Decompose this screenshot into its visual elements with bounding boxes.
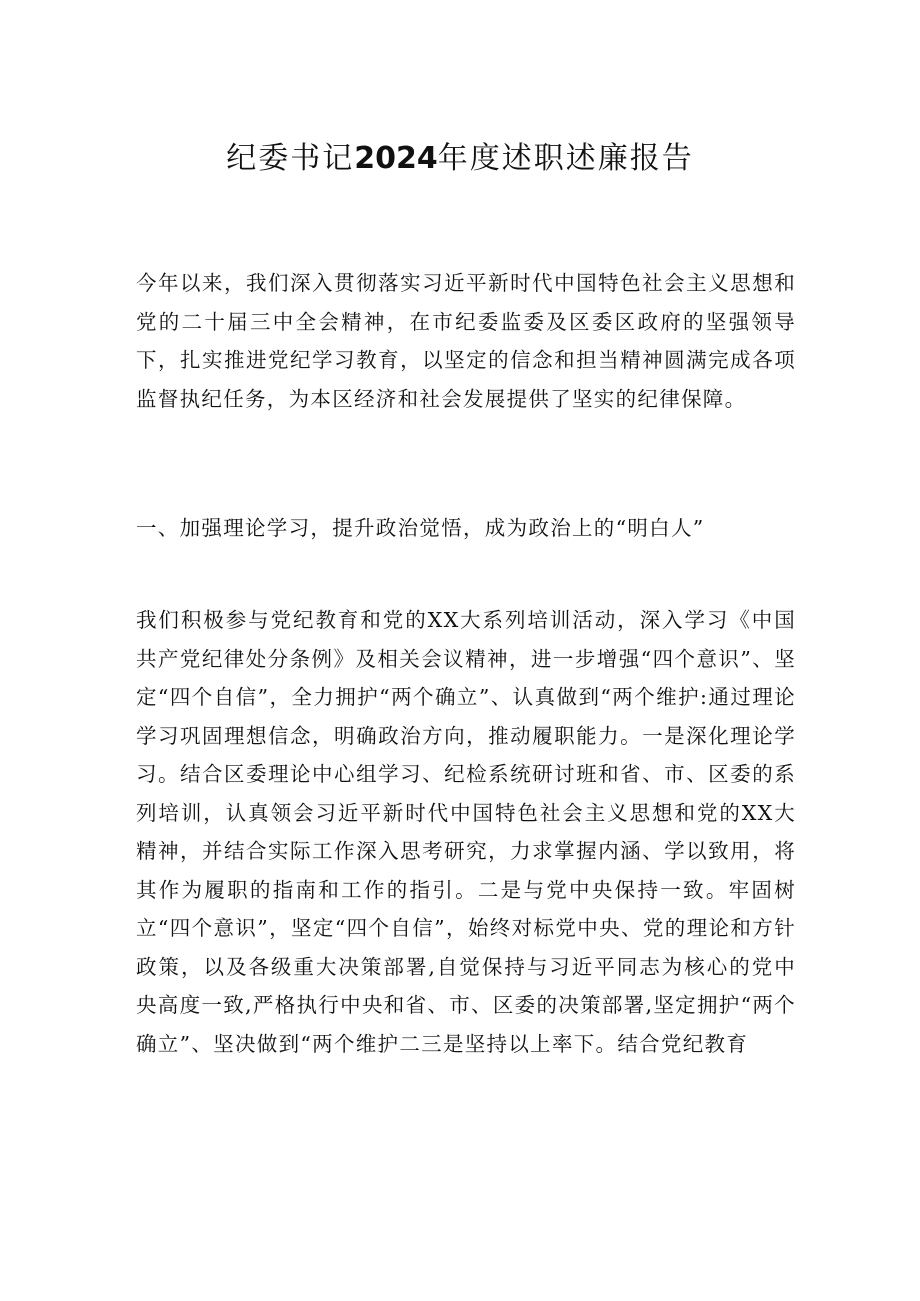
document-title <box>0 136 920 182</box>
section-paragraph: 我们积极参与党纪教育和党的XX大系列培训活动，深入学习《中国共产党纪律处分条例》及相关会议精神，进一步增强“四个意识”、坚定“四个自信”，全力拥护“两个确立”、认真做到“两个维护:通过理论学习巩固理想信念，明确政治方向，推动履职能力。一是深化理论学习。结合区委理论中心组学习、纪检系统研讨班和省、市、区委的系列培训，认真领会习近平新时代中国特色社会主义思想和党的XX大精神，并结合实际工作深入思考研究，力求掌握内涵、学以致用，将其作为履职的指南和工作的指引。二是与党中央保持一致。牢固树立“四个意识”，坚定“四个自信”，始终对标党中央、党的理论和方针政策，以及各级重大决策部署,自觉保持与习近平同志为核心的党中央高度一致,严格执行中央和省、市、区委的决策部署,坚定拥护“两个确立”、坚决做到“两个维护二三是坚持以上率下。结合党纪教育 <box>136 608 796 1056</box>
title-suffix: 年度述职述廉报告 <box>437 141 694 176</box>
intro-paragraph: 今年以来，我们深入贯彻落实习近平新时代中国特色社会主义思想和党的二十届三中全会精神，在市纪委监委及区委区政府的坚强领导下，扎实推进党纪学习教育，以坚定的信念和担当精神圆满完成各项监督执纪任务，为本区经济和社会发展提供了坚实的纪律保障。 <box>136 271 796 411</box>
section-heading: 一、加强理论学习，提升政治觉悟，成为政治上的“明白人” <box>136 516 705 540</box>
title-year: 2024 <box>354 141 438 176</box>
title-prefix: 纪委书记 <box>226 141 355 176</box>
